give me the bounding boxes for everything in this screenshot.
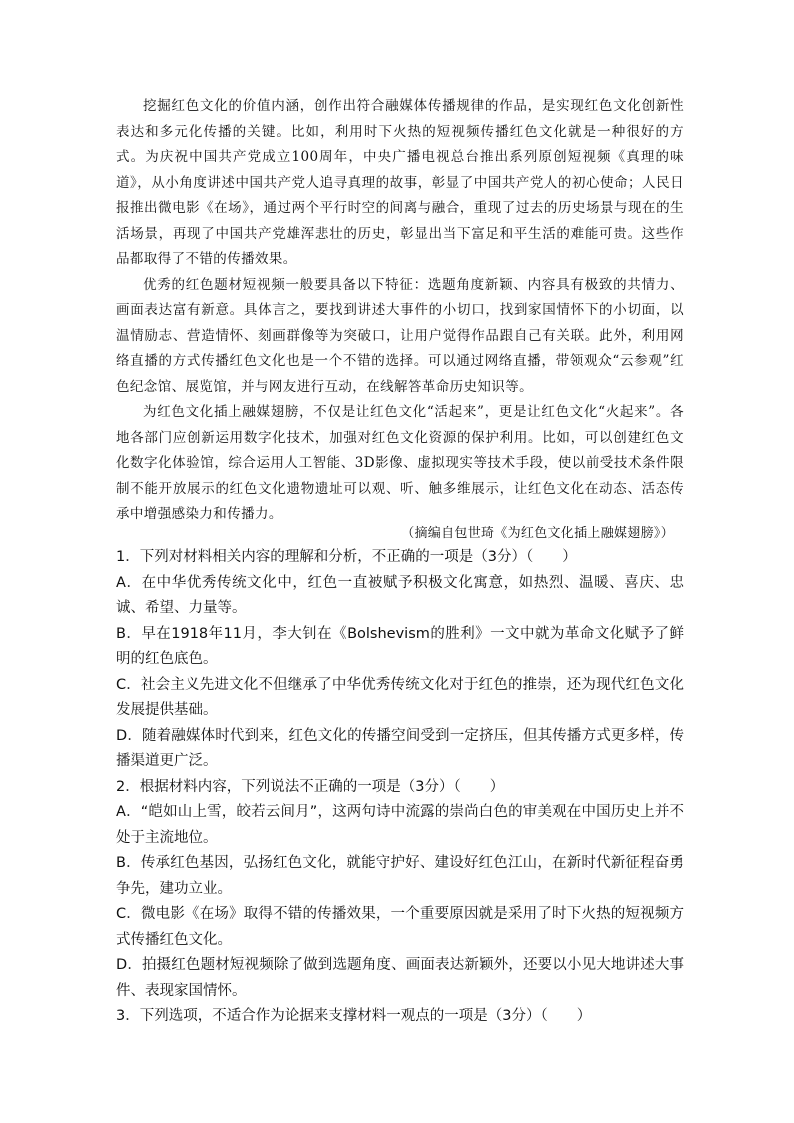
passage-paragraph-3: 为红色文化插上融媒翅膀，不仅是让红色文化“活起来”，更是让红色文化“火起来”。各地各部门应创新运用数字化技术，加强对红色文化资源的保护利用。比如，可以创建红色文化数字化体验馆，综合运用人工智能、3D影像、虚拟现实等技术手段，使以前受技术条件限制不能开放展示的红色文化遗物遗址可以观、听、触多维展示，让红色文化在动态、活态传承中增强感染力和传播力。 [116,404,684,522]
passage-source: （摘编自包世琦《为红色文化插上融媒翅膀》） [401,526,674,541]
question-1-option-b: B．早在1918年11月，李大钊在《Bolshevism的胜利》一文中就为革命文化赋予了鲜明的红色底色。 [116,625,684,667]
question-1-option-c: C．社会主义先进文化不但继承了中华优秀传统文化对于红色的推崇，还为现代红色文化发展提供基础。 [116,676,684,718]
question-2-stem: 2．根据材料内容，下列说法不正确的一项是（3分）（ ） [116,778,505,795]
question-2-option-c: C．微电影《在场》取得不错的传播效果，一个重要原因就是采用了时下火热的短视频方式传播红色文化。 [116,906,684,948]
reading-passage [116,94,684,528]
question-1-option-d: D．随着融媒体时代到来，红色文化的传播空间受到一定挤压，但其传播方式更多样，传播渠道更广泛。 [116,727,684,769]
question-1-option-a: A．在中华优秀传统文化中，红色一直被赋予积极文化寓意，如热烈、温暖、喜庆、忠诚、希望、力量等。 [116,574,684,616]
question-1-stem: 1．下列对材料相关内容的理解和分析，不正确的一项是（3分）（ ） [116,549,577,565]
passage-paragraph-1: 挖掘红色文化的价值内涵，创作出符合融媒体传播规律的作品，是实现红色文化创新性表达和多元化传播的关键。比如，利用时下火热的短视频传播红色文化就是一种很好的方式。为庆祝中国共产党成立100周年，中央广播电视总台推出系列原创短视频《真理的味道》，从小角度讲述中国共产党人追寻真理的故事，彰显了中国共产党人的初心使命；人民日报推出微电影《在场》，通过两个平行时空的间离与融合，重现了过去的历史场景与现在的生活场景，再现了中国共产党雄浑悲壮的历史，彰显出当下富足和平生活的难能可贵。这些作品都取得了不错的传播效果。 [116,98,684,267]
question-2-option-b: B．传承红色基因，弘扬红色文化，就能守护好、建设好红色江山，在新时代新征程奋勇争先，建功立业。 [116,855,684,897]
question-2-option-d: D．拍摄红色题材短视频除了做到选题角度、画面表达新颖外，还要以小见大地讲述大事件、表现家国情怀。 [116,957,684,999]
passage-paragraph-2: 优秀的红色题材短视频一般要具备以下特征：选题角度新颖、内容具有极致的共情力、画面表达富有新意。具体言之，要找到讲述大事件的小切口，找到家国情怀下的小切面，以温情励志、营造情怀、刻画群像等为突破口，让用户觉得作品跟自己有关联。此外，利用网络直播的方式传播红色文化也是一个不错的选择。可以通过网络直播，带领观众“云参观”红色纪念馆、展览馆，并与网友进行互动，在线解答革命历史知识等。 [116,276,684,395]
question-2-option-a: A．“皑如山上雪，皎若云间月”，这两句诗中流露的崇尚白色的审美观在中国历史上并不处于主流地位。 [116,804,684,846]
question-3-stem: 3．下列选项，不适合作为论据来支撑材料一观点的一项是（3分）（ ） [116,1008,592,1024]
question-list [116,545,684,1030]
